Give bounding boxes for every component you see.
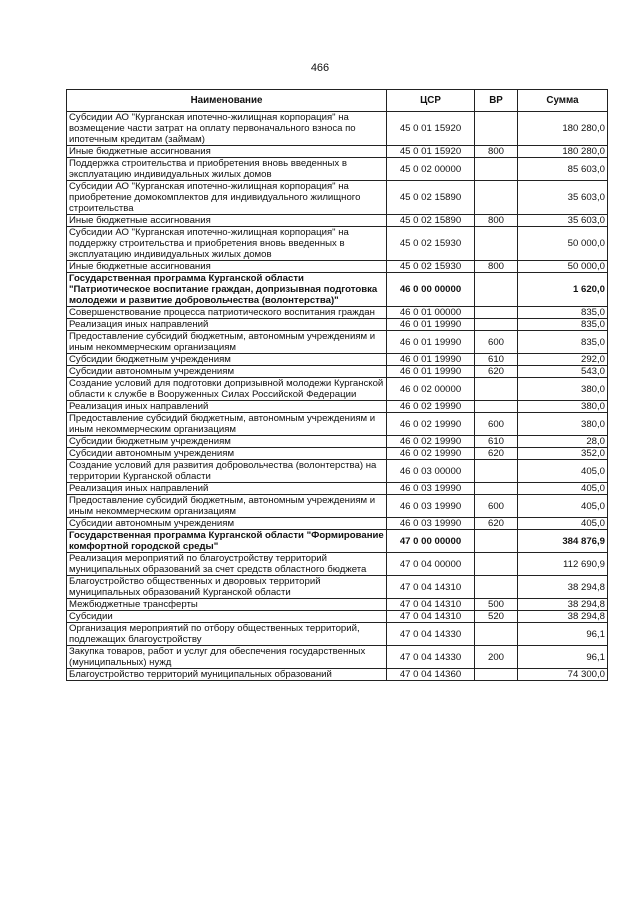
table-row <box>67 611 608 623</box>
cell-name: Предоставление субсидий бюджетным, автономным учреждениям и иным некоммерческим организациям <box>67 413 387 436</box>
cell-vr <box>475 401 518 413</box>
table-row <box>67 448 608 460</box>
cell-csr: 45 0 02 00000 <box>387 158 475 181</box>
cell-vr: 800 <box>475 215 518 227</box>
cell-csr: 45 0 02 15890 <box>387 181 475 215</box>
cell-vr <box>475 112 518 146</box>
table-row <box>67 495 608 518</box>
cell-sum: 50 000,0 <box>518 227 608 261</box>
cell-sum: 85 603,0 <box>518 158 608 181</box>
cell-csr: 46 0 02 00000 <box>387 378 475 401</box>
header-name: Наименование <box>67 90 387 112</box>
cell-vr: 600 <box>475 413 518 436</box>
cell-vr <box>475 227 518 261</box>
cell-sum: 35 603,0 <box>518 181 608 215</box>
cell-sum: 835,0 <box>518 307 608 319</box>
table-row <box>67 623 608 646</box>
cell-sum: 180 280,0 <box>518 146 608 158</box>
cell-vr <box>475 530 518 553</box>
table-row <box>67 366 608 378</box>
cell-vr <box>475 307 518 319</box>
table-row <box>67 413 608 436</box>
cell-vr: 520 <box>475 611 518 623</box>
cell-csr: 46 0 02 19990 <box>387 448 475 460</box>
cell-name: Субсидии АО "Курганская ипотечно-жилищная корпорация" на приобретение домокомплектов для индивидуального жилищного строительства <box>67 181 387 215</box>
cell-name: Субсидии АО "Курганская ипотечно-жилищная корпорация" на возмещение части затрат на оплату первоначального взноса по ипотечным кредитам (займам) <box>67 112 387 146</box>
table-row <box>67 401 608 413</box>
cell-sum: 28,0 <box>518 436 608 448</box>
cell-vr <box>475 553 518 576</box>
cell-name: Иные бюджетные ассигнования <box>67 261 387 273</box>
table-row <box>67 483 608 495</box>
cell-csr: 46 0 02 19990 <box>387 436 475 448</box>
table-row <box>67 181 608 215</box>
cell-csr: 46 0 03 19990 <box>387 495 475 518</box>
cell-vr: 610 <box>475 354 518 366</box>
table-row <box>67 331 608 354</box>
cell-name: Благоустройство территорий муниципальных образований <box>67 669 387 681</box>
cell-vr: 800 <box>475 146 518 158</box>
cell-name: Субсидии <box>67 611 387 623</box>
table-row <box>67 215 608 227</box>
cell-vr <box>475 623 518 646</box>
cell-name: Закупка товаров, работ и услуг для обеспечения государственных (муниципальных) нужд <box>67 646 387 669</box>
cell-sum: 292,0 <box>518 354 608 366</box>
table-row <box>67 273 608 307</box>
cell-csr: 45 0 02 15890 <box>387 215 475 227</box>
cell-vr: 800 <box>475 261 518 273</box>
table-row <box>67 576 608 599</box>
header-vr: ВР <box>475 90 518 112</box>
table-body <box>67 112 608 681</box>
cell-name: Реализация мероприятий по благоустройству территорий муниципальных образований за счет средств областного бюджета <box>67 553 387 576</box>
cell-name: Поддержка строительства и приобретения вновь введенных в эксплуатацию индивидуальных жилых домов <box>67 158 387 181</box>
table-row <box>67 307 608 319</box>
cell-vr <box>475 669 518 681</box>
cell-csr: 46 0 01 19990 <box>387 366 475 378</box>
cell-sum: 835,0 <box>518 319 608 331</box>
cell-name: Организация мероприятий по отбору общественных территорий, подлежащих благоустройству <box>67 623 387 646</box>
cell-vr <box>475 483 518 495</box>
cell-vr <box>475 460 518 483</box>
cell-csr: 46 0 03 19990 <box>387 518 475 530</box>
cell-sum: 112 690,9 <box>518 553 608 576</box>
cell-sum: 835,0 <box>518 331 608 354</box>
cell-sum: 384 876,9 <box>518 530 608 553</box>
cell-sum: 380,0 <box>518 378 608 401</box>
cell-csr: 47 0 04 14310 <box>387 611 475 623</box>
table-row <box>67 669 608 681</box>
table-row <box>67 158 608 181</box>
cell-sum: 35 603,0 <box>518 215 608 227</box>
cell-name: Иные бюджетные ассигнования <box>67 146 387 158</box>
cell-name: Предоставление субсидий бюджетным, автономным учреждениям и иным некоммерческим организациям <box>67 331 387 354</box>
cell-csr: 46 0 02 19990 <box>387 401 475 413</box>
cell-csr: 45 0 02 15930 <box>387 261 475 273</box>
cell-csr: 47 0 04 14330 <box>387 623 475 646</box>
cell-name: Создание условий для подготовки допризывной молодежи Курганской области к службе в Вооруженных Силах Российской Федерации <box>67 378 387 401</box>
cell-vr <box>475 181 518 215</box>
table-row <box>67 378 608 401</box>
table-row <box>67 146 608 158</box>
cell-sum: 96,1 <box>518 623 608 646</box>
cell-name: Реализация иных направлений <box>67 401 387 413</box>
table-row <box>67 518 608 530</box>
cell-sum: 180 280,0 <box>518 112 608 146</box>
cell-csr: 46 0 00 00000 <box>387 273 475 307</box>
cell-name: Государственная программа Курганской области "Формирование комфортной городской среды" <box>67 530 387 553</box>
cell-sum: 405,0 <box>518 483 608 495</box>
cell-name: Совершенствование процесса патриотического воспитания граждан <box>67 307 387 319</box>
table-row <box>67 354 608 366</box>
cell-sum: 380,0 <box>518 413 608 436</box>
cell-vr <box>475 378 518 401</box>
table-row <box>67 112 608 146</box>
table-row <box>67 436 608 448</box>
cell-csr: 46 0 03 19990 <box>387 483 475 495</box>
cell-sum: 352,0 <box>518 448 608 460</box>
cell-sum: 405,0 <box>518 518 608 530</box>
page-number: 466 <box>310 62 330 74</box>
cell-name: Субсидии автономным учреждениям <box>67 518 387 530</box>
cell-sum: 96,1 <box>518 646 608 669</box>
cell-name: Субсидии автономным учреждениям <box>67 448 387 460</box>
cell-sum: 38 294,8 <box>518 576 608 599</box>
cell-csr: 45 0 02 15930 <box>387 227 475 261</box>
cell-csr: 47 0 04 14330 <box>387 646 475 669</box>
cell-sum: 38 294,8 <box>518 599 608 611</box>
cell-vr: 600 <box>475 495 518 518</box>
table-row <box>67 261 608 273</box>
cell-csr: 46 0 01 00000 <box>387 307 475 319</box>
cell-csr: 46 0 01 19990 <box>387 331 475 354</box>
cell-csr: 47 0 00 00000 <box>387 530 475 553</box>
cell-name: Субсидии АО "Курганская ипотечно-жилищная корпорация" на поддержку строительства и приобретения вновь введенных в эксплуатацию индивидуальных жилых домов <box>67 227 387 261</box>
header-sum: Сумма <box>518 90 608 112</box>
cell-name: Предоставление субсидий бюджетным, автономным учреждениям и иным некоммерческим организациям <box>67 495 387 518</box>
table-row <box>67 599 608 611</box>
cell-csr: 46 0 02 19990 <box>387 413 475 436</box>
cell-sum: 405,0 <box>518 460 608 483</box>
cell-vr: 200 <box>475 646 518 669</box>
table-row <box>67 530 608 553</box>
cell-vr <box>475 576 518 599</box>
cell-sum: 38 294,8 <box>518 611 608 623</box>
cell-vr: 500 <box>475 599 518 611</box>
table-row <box>67 460 608 483</box>
cell-csr: 47 0 04 14310 <box>387 599 475 611</box>
table-row <box>67 553 608 576</box>
cell-vr <box>475 319 518 331</box>
table-row <box>67 319 608 331</box>
cell-csr: 46 0 01 19990 <box>387 354 475 366</box>
cell-vr <box>475 158 518 181</box>
cell-csr: 46 0 01 19990 <box>387 319 475 331</box>
cell-vr: 620 <box>475 366 518 378</box>
cell-sum: 543,0 <box>518 366 608 378</box>
cell-csr: 47 0 04 14310 <box>387 576 475 599</box>
cell-vr: 600 <box>475 331 518 354</box>
table-header-row <box>67 90 608 112</box>
cell-name: Субсидии бюджетным учреждениям <box>67 354 387 366</box>
cell-csr: 45 0 01 15920 <box>387 146 475 158</box>
header-csr: ЦСР <box>387 90 475 112</box>
cell-name: Реализация иных направлений <box>67 483 387 495</box>
cell-csr: 47 0 04 00000 <box>387 553 475 576</box>
cell-csr: 47 0 04 14360 <box>387 669 475 681</box>
cell-vr: 610 <box>475 436 518 448</box>
cell-vr <box>475 273 518 307</box>
cell-sum: 50 000,0 <box>518 261 608 273</box>
cell-vr: 620 <box>475 518 518 530</box>
cell-sum: 1 620,0 <box>518 273 608 307</box>
cell-csr: 46 0 03 00000 <box>387 460 475 483</box>
budget-table <box>66 89 608 681</box>
cell-name: Межбюджетные трансферты <box>67 599 387 611</box>
cell-name: Государственная программа Курганской области "Патриотическое воспитание граждан, допризывная подготовка молодежи и развитие добровольчества (волонтерства)" <box>67 273 387 307</box>
cell-name: Субсидии автономным учреждениям <box>67 366 387 378</box>
table-row <box>67 227 608 261</box>
cell-name: Реализация иных направлений <box>67 319 387 331</box>
cell-name: Создание условий для развития добровольчества (волонтерства) на территории Курганской области <box>67 460 387 483</box>
cell-sum: 405,0 <box>518 495 608 518</box>
cell-vr: 620 <box>475 448 518 460</box>
cell-name: Благоустройство общественных и дворовых территорий муниципальных образований Курганской области <box>67 576 387 599</box>
cell-sum: 380,0 <box>518 401 608 413</box>
cell-csr: 45 0 01 15920 <box>387 112 475 146</box>
cell-name: Субсидии бюджетным учреждениям <box>67 436 387 448</box>
cell-sum: 74 300,0 <box>518 669 608 681</box>
cell-name: Иные бюджетные ассигнования <box>67 215 387 227</box>
table-row <box>67 646 608 669</box>
